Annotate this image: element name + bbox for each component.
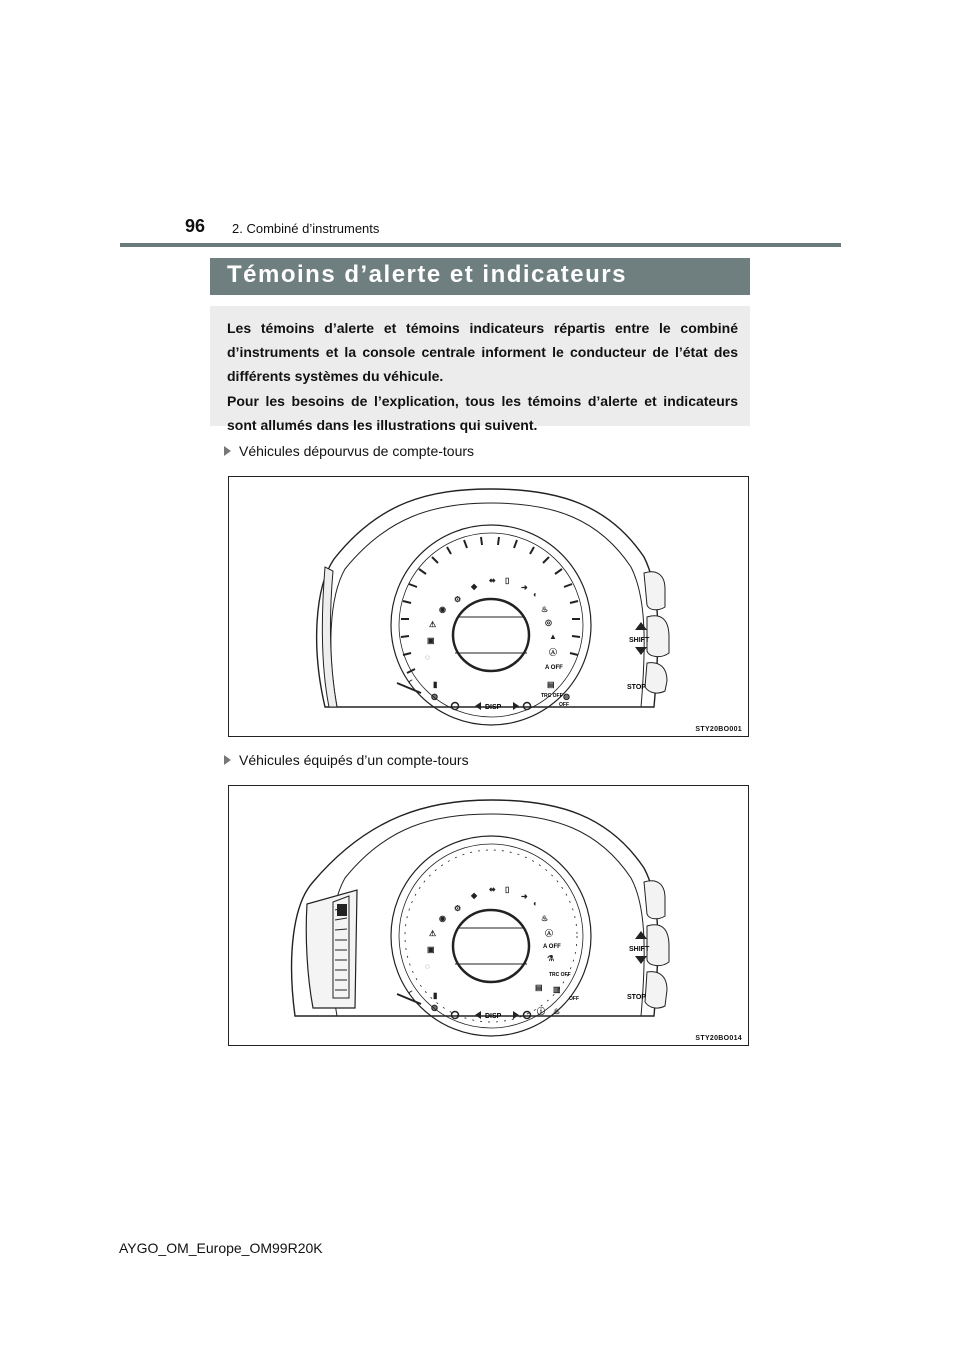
svg-text:◌: ◌ [425, 962, 430, 971]
svg-text:▣: ▣ [427, 945, 435, 954]
svg-text:◉: ◉ [439, 914, 446, 923]
svg-text:▮: ▮ [433, 991, 438, 1000]
intro-paragraph-1: Les témoins d’alerte et témoins indicateurs répartis entre le combiné d’instruments et la console centrale informent le conducteur de l’état des différents systèmes du véhicule. [227, 320, 738, 385]
svg-text:▯: ▯ [505, 885, 510, 894]
svg-text:◐: ◐ [533, 899, 538, 908]
svg-text:Ⓐ: Ⓐ [545, 929, 553, 938]
svg-text:◍: ◍ [563, 692, 570, 701]
svg-text:⚙: ⚙ [454, 904, 462, 913]
figure-1 [228, 476, 749, 737]
chapter-title: 2. Combiné d’instruments [232, 221, 380, 236]
svg-text:⚙: ⚙ [454, 595, 462, 604]
svg-text:◍: ◍ [431, 1003, 438, 1012]
off-label-1: OFF [559, 702, 569, 708]
svg-text:▮: ▮ [433, 680, 438, 689]
section-title: Témoins d’alerte et indicateurs [210, 258, 750, 295]
a-off-label-1: A OFF [545, 665, 563, 671]
svg-text:◌: ◌ [425, 653, 430, 662]
svg-text:◐: ◐ [533, 590, 538, 599]
svg-text:▲: ▲ [549, 632, 557, 641]
svg-text:♨: ♨ [541, 605, 549, 614]
disp-label-2: DISP [485, 1013, 502, 1020]
figure-2-caption [224, 752, 469, 768]
svg-text:⚠: ⚠ [429, 929, 437, 938]
bullet-triangle-icon [224, 446, 231, 456]
shift-label-1: SHIFT [629, 637, 650, 644]
svg-text:▣: ▣ [427, 636, 435, 645]
svg-text:ⓘ: ⓘ [537, 1007, 545, 1016]
svg-text:▤: ▤ [535, 983, 543, 992]
page-number: 96 [185, 216, 206, 236]
instrument-cluster-illustration-1 [229, 477, 748, 736]
svg-text:⚗: ⚗ [547, 954, 555, 963]
instrument-cluster-illustration-2 [229, 786, 748, 1045]
intro-box [210, 306, 750, 433]
bullet-triangle-icon [224, 755, 231, 765]
svg-text:➜: ➜ [521, 583, 528, 592]
svg-text:◍: ◍ [431, 692, 438, 701]
svg-text:♨: ♨ [553, 1007, 561, 1016]
figure-2-code: STY20BO014 [695, 1035, 742, 1042]
stop-label-2: STOP [627, 994, 646, 1001]
svg-text:◎: ◎ [545, 618, 552, 627]
disp-label-1: DISP [485, 704, 502, 711]
svg-text:◜: ◜ [409, 678, 413, 687]
svg-text:▤: ▤ [547, 680, 555, 689]
svg-text:◉: ◉ [439, 605, 446, 614]
svg-text:⬌: ⬌ [489, 576, 496, 585]
header-rule [120, 243, 841, 247]
svg-text:Ⓐ: Ⓐ [549, 648, 557, 657]
figure-2-caption-text: Véhicules équipés d’un compte-tours [239, 752, 469, 768]
svg-text:⬌: ⬌ [489, 885, 496, 894]
svg-text:▥: ▥ [553, 985, 561, 994]
footer-doc-id: AYGO_OM_Europe_OM99R20K [119, 1240, 323, 1256]
figure-1-caption-text: Véhicules dépourvus de compte-tours [239, 443, 475, 459]
trc-off-label-2: TRC OFF [549, 972, 571, 978]
figure-1-caption [224, 443, 474, 459]
svg-text:◆: ◆ [471, 891, 478, 900]
off-label-2: OFF [569, 996, 579, 1002]
figure-2 [228, 785, 749, 1046]
figure-1-code: STY20BO001 [695, 726, 742, 733]
shift-label-2: SHIFT [629, 946, 650, 953]
stop-label-1: STOP [627, 684, 646, 691]
trc-off-label-1: TRC OFF [541, 693, 563, 699]
svg-text:♨: ♨ [541, 914, 549, 923]
a-off-label-2: A OFF [543, 944, 561, 950]
svg-text:➜: ➜ [521, 892, 528, 901]
svg-text:⚠: ⚠ [429, 620, 437, 629]
svg-text:◜: ◜ [409, 989, 413, 998]
svg-text:▯: ▯ [505, 576, 510, 585]
intro-paragraph-2: Pour les besoins de l’explication, tous les témoins d’alerte et indicateurs sont allumés dans les illustrations qui suivent. [227, 392, 738, 433]
svg-text:◆: ◆ [471, 582, 478, 591]
